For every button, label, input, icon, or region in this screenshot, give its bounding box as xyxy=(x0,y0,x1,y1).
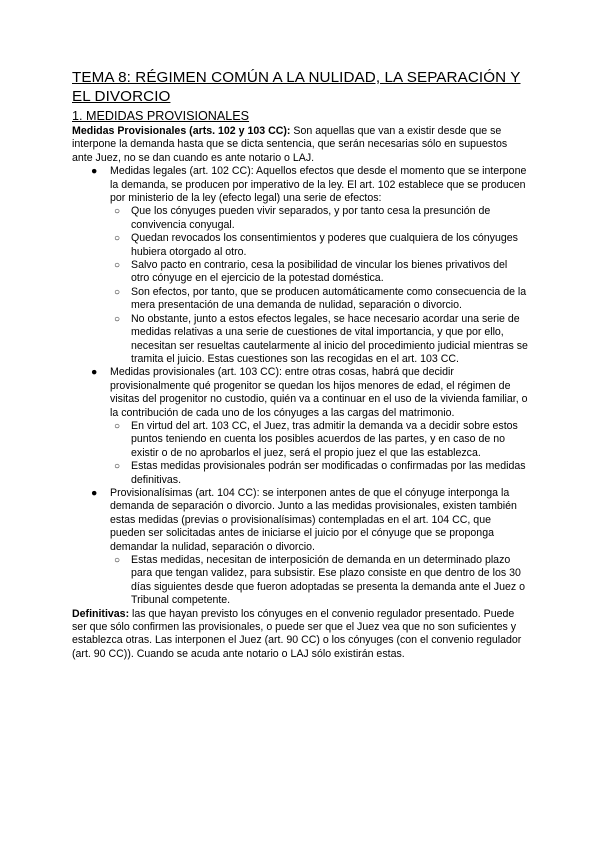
sub-item-text: Estas medidas, necesitan de interposición de demanda en un determinado plazo para que tengan validez, para subsistir. Ese plazo consiste en que dentro de los 30 días siguientes desde que fueron adoptadas se presenta la demanda ante el Juez o Tribunal competente. xyxy=(131,554,526,607)
sub-list-item xyxy=(110,313,528,367)
sub-list-item xyxy=(110,286,528,313)
definitivas-paragraph xyxy=(72,608,528,662)
sub-list-item xyxy=(110,259,528,286)
circle-bullet-icon: ○ xyxy=(114,233,121,245)
sub-item-text: Salvo pacto en contrario, cesa la posibilidad de vincular los bienes privativos del otro cónyuge en el ejercicio de la potestad doméstica. xyxy=(131,259,508,285)
measures-list xyxy=(72,165,528,607)
bullet-icon: ● xyxy=(91,486,98,499)
sub-item-text: Quedan revocados los consentimientos y poderes que cualquiera de los cónyuges hubiera otorgado al otro. xyxy=(131,232,518,258)
circle-bullet-icon: ○ xyxy=(114,461,121,473)
sub-item-text: Estas medidas provisionales podrán ser modificadas o confirmadas por las medidas definitivas. xyxy=(131,460,526,486)
intro-text: Son aquellas que van a existir desde que se interpone la demanda hasta que se dicta sentencia, que serán necesarias sólo en supuestos ante Juez, no se dan cuando es ante notario o LAJ. xyxy=(72,125,508,164)
list-item-medidas-provisionales xyxy=(72,366,528,487)
bullet-icon: ● xyxy=(91,366,98,379)
sub-item-text: Son efectos, por tanto, que se producen automáticamente como consecuencia de la mera presentación de una demanda de nulidad, separación o divorcio. xyxy=(131,285,527,312)
intro-paragraph xyxy=(72,125,528,165)
circle-bullet-icon: ○ xyxy=(114,260,121,272)
sub-item-text: No obstante, junto a estos efectos legales, se hace necesario acordar una serie de medidas relativas a una serie de cuestiones de vital importancia, y que por ello, necesitan ser resueltas cautelarmente al inicio del procedimiento judicial mientras se tramita el juicio. Estas cuestiones son las recogidas en el art. 103 CC. xyxy=(131,312,528,365)
list-item-text: Provisionalísimas (art. 104 CC): se interponen antes de que el cónyuge interponga la demanda de separación o divorcio. Junto a las medidas provisionales, existen también estas medidas (previas o provisionalísimas) contempladas en el art. 104 CC, que pueden ser solicitadas antes de iniciarse el juicio por el cónyuge que se proponga demandar la nulidad, separación o divorcio. xyxy=(110,486,517,553)
sub-list xyxy=(110,554,528,608)
sub-list-item xyxy=(110,420,528,460)
sub-list-item xyxy=(110,554,528,608)
list-item-text: Medidas provisionales (art. 103 CC): entre otras cosas, habrá que decidir provisionalmente qué progenitor se quedan los hijos menores de edad, el régimen de visitas del progenitor no custodio, quién va a continuar en el uso de la vivienda familiar, o la contribución de cada uno de los cónyuges a las cargas del matrimonio. xyxy=(110,366,528,419)
section-heading: 1. MEDIDAS PROVISIONALES xyxy=(72,109,250,123)
sub-list-item xyxy=(110,232,528,259)
circle-bullet-icon: ○ xyxy=(114,286,121,298)
circle-bullet-icon: ○ xyxy=(114,313,121,325)
page-title: TEMA 8: RÉGIMEN COMÚN A LA NULIDAD, LA SEPARACIÓN Y EL DIVORCIO xyxy=(72,69,521,105)
sub-list xyxy=(110,420,528,487)
intro-term: Medidas Provisionales (arts. 102 y 103 CC): xyxy=(72,125,291,137)
definitivas-term: Definitivas: xyxy=(72,607,130,620)
circle-bullet-icon: ○ xyxy=(114,420,121,432)
list-item-provisionalisimas xyxy=(72,487,528,608)
sub-list-item xyxy=(110,205,528,232)
sub-list-item xyxy=(110,460,528,487)
sub-list xyxy=(110,205,528,366)
sub-item-text: Que los cónyuges pueden vivir separados, y por tanto cesa la presunción de convivencia conyugal. xyxy=(131,205,491,231)
document-page xyxy=(72,68,528,661)
circle-bullet-icon: ○ xyxy=(114,206,121,218)
list-item-text: Medidas legales (art. 102 CC): Aquellos efectos que desde el momento que se interpone la demanda, se producen por imperativo de la ley. El art. 102 establece que se producen por ministerio de la ley (efecto legal) una serie de efectos: xyxy=(110,165,527,205)
list-item-medidas-legales xyxy=(72,165,528,366)
circle-bullet-icon: ○ xyxy=(114,555,121,566)
sub-item-text: En virtud del art. 103 CC, el Juez, tras admitir la demanda va a decidir sobre estos puntos teniendo en cuenta los posibles acuerdos de las partes, y en caso de no existir o de no aprobarlos el juez, será el propio juez el que las establezca. xyxy=(131,419,518,459)
bullet-icon: ● xyxy=(91,165,98,178)
definitivas-text: las que hayan previsto los cónyuges en el convenio regulador presentado. Puede ser que sólo confirmen las provisionales, o puede ser que el Juez vea que no son suficientes y establezca otras. Las interponen el Juez (art. 90 CC) o los cónyuges (con el convenio regulador (art. 90 CC)). Cuando se acuda ante notario o LAJ sólo existirán estas. xyxy=(72,607,522,660)
